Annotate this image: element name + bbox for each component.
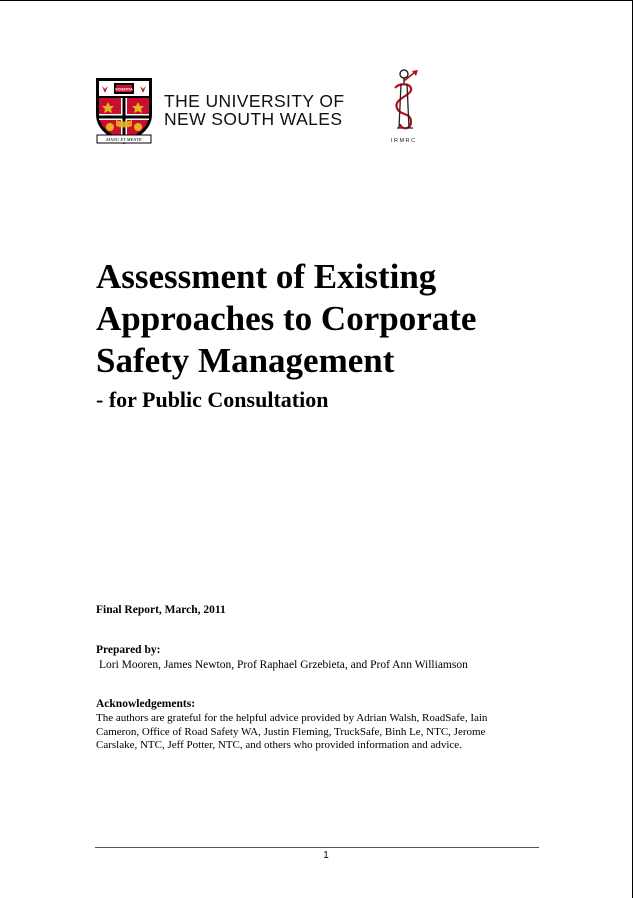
- document-subtitle: - for Public Consultation: [96, 387, 329, 412]
- crest-motto: MANU ET MENTE: [106, 137, 142, 142]
- crest-book-text: SCIENTIA: [115, 87, 133, 92]
- ack-line2: Cameron, Office of Road Safety WA, Justin Fleming, TruckSafe, Binh Le, NTC, Jerome: [96, 725, 486, 738]
- ack-line3: Carslake, NTC, Jeff Potter, NTC, and others who provided information and advice.: [96, 739, 462, 751]
- acknowledgements-heading: Acknowledgements:: [96, 698, 196, 710]
- acknowledgements-text: [96, 712, 526, 753]
- ack-line1: The authors are grateful for the helpful advice provided by Adrian Walsh, RoadSafe, Iain: [96, 712, 488, 724]
- page-top-border: [0, 0, 633, 1]
- prepared-by-authors: Lori Mooren, James Newton, Prof Raphael Grzebieta, and Prof Ann Williamson: [99, 659, 468, 671]
- footer-divider: [95, 847, 539, 848]
- final-report-date: Final Report, March, 2011: [96, 604, 226, 616]
- unsw-crest-icon: [94, 76, 154, 148]
- irmrc-logo-icon: [385, 66, 435, 146]
- university-name: [164, 92, 345, 128]
- title-line1: Assessment of Existing: [96, 257, 437, 296]
- page-number: 1: [323, 850, 329, 861]
- prepared-by-heading: Prepared by:: [96, 644, 161, 656]
- document-title: [96, 256, 596, 382]
- irmrc-label: I R M R C: [390, 138, 416, 144]
- university-name-line1: THE UNIVERSITY OF: [164, 91, 345, 111]
- university-name-line2: NEW SOUTH WALES: [164, 109, 343, 129]
- title-line2: Approaches to Corporate: [96, 299, 477, 338]
- title-line3: Safety Management: [96, 341, 395, 380]
